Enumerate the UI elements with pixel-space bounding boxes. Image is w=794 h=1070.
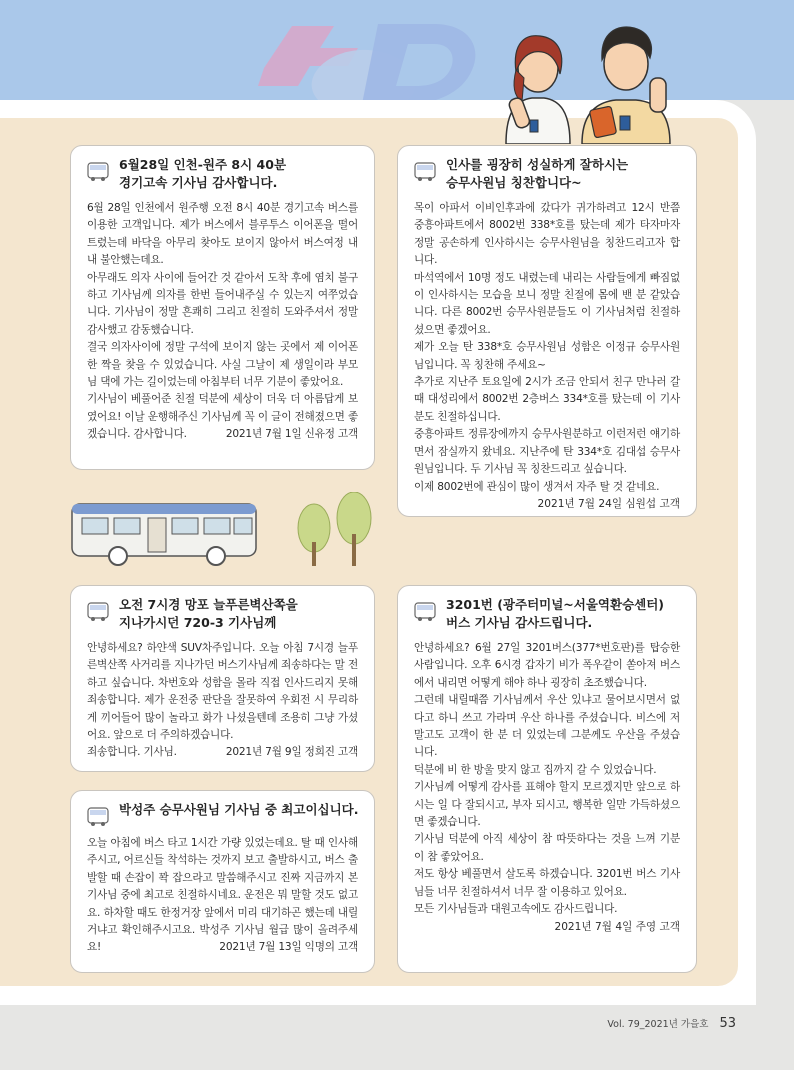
bus-icon — [87, 805, 109, 827]
bus-icon — [414, 160, 436, 182]
title-line: 지나가시던 720-3 기사님께 — [119, 615, 277, 630]
paragraph: 기사님께 어떻게 감사를 표해야 할지 모르겠지만 앞으로 하시는 일 다 잘되시고, 부자 되시고, 행복한 일만 가득하셨으면 좋겠습니다. — [414, 781, 680, 829]
title-line: 6월28일 인천-원주 8시 40분 — [119, 157, 287, 172]
letter-card-1 — [70, 145, 375, 470]
title-line: 승무사원님 칭찬합니다~ — [446, 175, 582, 190]
paragraph: 마석역에서 10명 정도 내렸는데 내리는 사람들에게 빠짐없이 인사하시는 모습을 보니 정말 친절에 몸에 밴 분 같았습니다. 다른 8002번 승무사원분들도 이 기사님처럼 친절하셨으면 좋겠어요. — [414, 271, 680, 336]
card-header — [87, 156, 358, 192]
page-footer — [607, 1016, 736, 1031]
title-line: 박성주 승무사원님 기사님 중 최고이십니다. — [119, 802, 359, 817]
title-line: 인사를 굉장히 성실하게 잘하시는 — [446, 157, 629, 172]
card-title — [119, 596, 298, 632]
letter-card-4 — [70, 790, 375, 973]
card-body — [87, 200, 358, 444]
letter-card-3 — [70, 585, 375, 772]
signature: 2021년 7월 1일 신유정 고객 — [225, 428, 358, 441]
title-line: 3201번 (광주터미널~서울역환승센터) — [446, 597, 665, 612]
paragraph: 안녕하세요? 6월 27일 3201버스(377*번호판)를 탑승한 사람입니다. 오후 6시경 갑자기 비가 폭우같이 쏟아져 버스에서 내리면 어떻게 해야 하나 굉장히 초조했습니다. — [414, 642, 680, 689]
paragraph: 중흥아파트 정류장에까지 승무사원분하고 이런저런 얘기하면서 잠실까지 왔네요. 지난주에 탄 334*호 김대섭 승무사원님입니다. 두 기사님 꼭 칭찬드리고 싶습니다. — [414, 428, 680, 476]
signature: 2021년 7월 9일 정희진 고객 — [225, 746, 358, 759]
card-header — [87, 596, 358, 632]
card-header — [414, 596, 680, 632]
paragraph: 기사님 덕분에 아직 세상이 참 따뜻하다는 것을 느껴 기분이 참 좋았어요. — [414, 833, 680, 863]
paragraph: 모든 기사님들과 대원고속에도 감사드립니다. — [414, 903, 618, 916]
paragraph: 결국 의자사이에 정말 구석에 보이지 않는 곳에서 제 이어폰 한 짝을 찾을 수 있었습니다. 사실 그날이 제 생일이라 부모님 댁에 가는 길이었는데 아침부터 너무 기분이 좋았어요. — [87, 341, 358, 389]
staff-illustration — [486, 12, 696, 144]
card-header — [87, 801, 358, 827]
paragraph: 그런데 내릴때쯤 기사님께서 우산 있냐고 물어보시면서 없다고 하니 쓰고 가라며 우산 하나를 주셨습니다. 비스에 저 말고도 고객이 한 분 더 있었는데 그분께도 우산을 주셨습니다. — [414, 694, 680, 759]
paragraph-text: 오늘 아침에 버스 타고 1시간 가량 있었는데요. 탈 때 인사해주시고, 어르신들 착석하는 것까지 보고 출발하시고, 버스 출발할 때 손잡이 꽉 잡으라고 말씀해주시고 진짜 지금까지 본 기사님 중에 최고로 친절하시네요. 운전은 뭐 말할 것도 없고요. 하차할 때도 한정거장 앞에서 미리 대기하곤 했는데 내릴거냐고 확인해주시고요. 박성주 기사님 월급 많이 올려주세요! — [87, 837, 358, 954]
card-header — [414, 156, 680, 192]
paragraph: 6월 28일 인천에서 원주행 오전 8시 40분 경기고속 버스를 이용한 고객입니다. 제가 버스에서 블루투스 이어폰을 떨어트렸는데 바닥을 아무리 찾아도 보이지 않아서 버스여정 내내 불안했는데요. — [87, 202, 358, 267]
issue-label: Vol. 79_2021년 가을호 — [607, 1019, 709, 1030]
title-line: 버스 기사님 감사드립니다. — [446, 615, 593, 630]
paragraph — [87, 391, 358, 443]
card-title — [446, 156, 628, 192]
paragraph: 아무래도 의자 사이에 들어간 것 같아서 도착 후에 염치 불구하고 기사님께 의자를 한번 들어내주실 수 있는지 여쭈었습니다. 기사님이 정말 흔쾌히 그리고 친절히 도와주셔서 정말 감사했고 감동했습니다. — [87, 271, 358, 336]
paragraph: 이제 8002번에 관심이 많이 생겨서 자주 탈 것 같네요. — [414, 480, 660, 493]
bus-icon — [414, 600, 436, 622]
paragraph: 덕분에 비 한 방울 맞지 않고 집까지 갈 수 있었습니다. — [414, 763, 657, 776]
signature: 2021년 7월 13일 익명의 고객 — [219, 941, 358, 954]
card-body — [87, 640, 358, 762]
card-title — [119, 156, 286, 192]
card-body — [414, 200, 680, 496]
company-logo — [258, 8, 482, 114]
letter-card-5 — [397, 585, 697, 973]
page-number: 53 — [719, 1016, 736, 1031]
bus-and-trees-illustration — [68, 492, 378, 568]
title-line: 경기고속 기사님 감사합니다. — [119, 175, 278, 190]
signature: 2021년 7월 24일 심원섭 고객 — [537, 497, 680, 510]
paragraph — [87, 835, 358, 957]
paragraph: 안녕하세요? 하얀색 SUV차주입니다. 오늘 아침 7시경 늘푸른벽산쪽 사거리를 지나가던 버스기사님께 죄송하다는 말 전하고 싶습니다. 차번호와 성함을 몰라 직접 인사드리지 못해 죄송합니다. 제가 운전중 판단을 잘못하여 우회전 시 무리하게 끼어들어 많이 놀라고 화가 나셨을텐데 조용히 그냥 가셨어요. 앞으로 더 주의하겠습니다. — [87, 642, 358, 742]
signature: 2021년 7월 4일 주영 고객 — [554, 920, 680, 933]
paragraph-text: 죄송합니다. 기사님. — [87, 746, 177, 759]
paragraph — [87, 744, 358, 761]
title-line: 오전 7시경 망포 늘푸른벽산쪽을 — [119, 597, 298, 612]
card-body — [414, 640, 680, 919]
bus-icon — [87, 160, 109, 182]
card-title — [119, 801, 359, 819]
card-body — [87, 835, 358, 957]
paragraph: 추가로 지난주 토요일에 2시가 조금 안되서 친구 만나러 갈 때 대성리에서 8002번 2층버스 334*호를 탔는데 이 기사분도 친절하십니다. — [414, 376, 680, 423]
paragraph-text: 기사님이 베풀어준 친절 덕분에 세상이 더욱 더 아름답게 보였어요! 이날 운행해주신 기사님께 꼭 이 글이 전해졌으면 좋겠습니다. 감사합니다. — [87, 393, 358, 441]
paragraph: 제가 오늘 탄 338*호 승무사원님 성함은 이정규 승무사원님입니다. 꼭 칭찬해 주세요~ — [414, 341, 680, 371]
letter-card-2 — [397, 145, 697, 517]
paragraph: 목이 아파서 이비인후과에 갔다가 귀가하려고 12시 반쯤 중흥아파트에서 8002번 338*호를 탔는데 제가 타자마자 정말 공손하게 인사하시는 승무사원님을 칭찬드리고자 합니다. — [414, 202, 680, 267]
paragraph: 저도 항상 베풀면서 살도록 하겠습니다. 3201번 버스 기사님들 너무 친절하셔서 너무 잘 이용하고 있어요. — [414, 868, 680, 898]
bus-icon — [87, 600, 109, 622]
card-title — [446, 596, 664, 632]
